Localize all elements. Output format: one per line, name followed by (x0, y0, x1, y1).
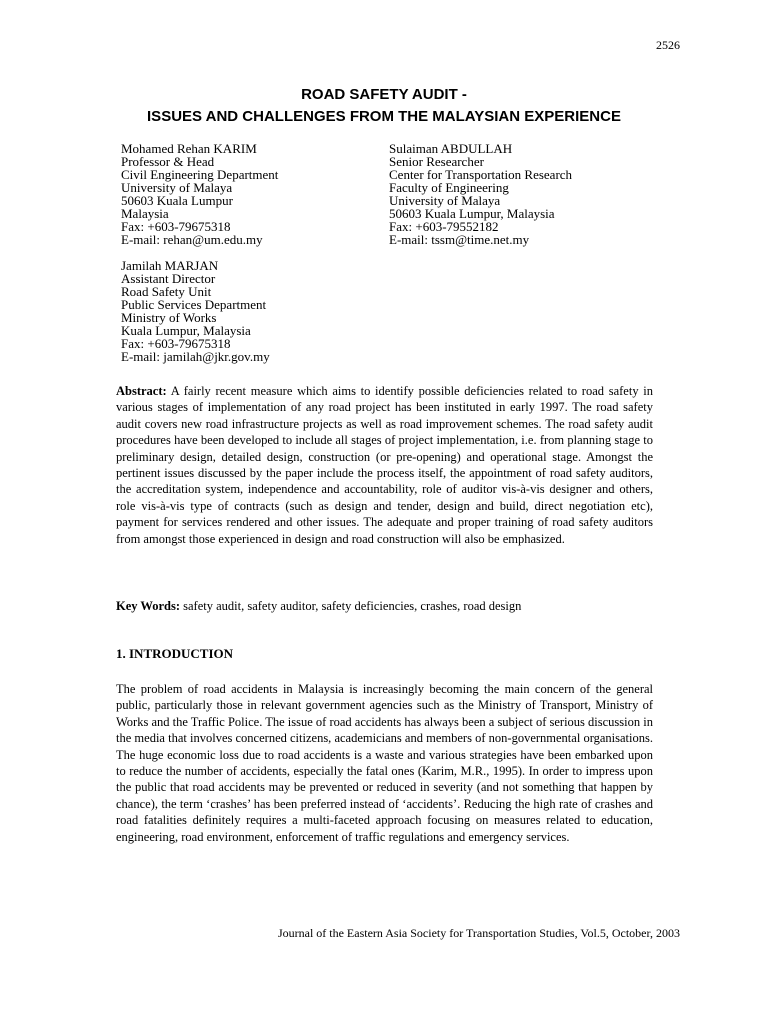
author-1 (121, 142, 278, 246)
author-name: Sulaiman ABDULLAH (389, 141, 513, 156)
author-name: Mohamed Rehan KARIM (121, 141, 257, 156)
title-line-2: ISSUES AND CHALLENGES FROM THE MALAYSIAN EXPERIENCE (147, 108, 621, 125)
author-organization: University of Malaya (121, 180, 233, 195)
author-position: Assistant Director (121, 271, 216, 286)
keywords-label: Key Words: (116, 599, 181, 613)
author-city: 50603 Kuala Lumpur (121, 193, 233, 208)
journal-footer: Journal of the Eastern Asia Society for Transportation Studies, Vol.5, October, 2003 (277, 926, 680, 940)
author-email: E-mail: jamilah@jkr.gov.my (121, 349, 270, 364)
author-fax: Fax: +603-79552182 (389, 219, 499, 234)
title-line-1: ROAD SAFETY AUDIT - (301, 86, 467, 103)
author-unit: Road Safety Unit (121, 284, 212, 299)
author-name: Jamilah MARJAN (121, 258, 219, 273)
author-position: Senior Researcher (389, 154, 484, 169)
author-country: Malaysia (121, 206, 169, 221)
author-city: 50603 Kuala Lumpur, Malaysia (389, 206, 555, 221)
author-fax: Fax: +603-79675318 (121, 219, 231, 234)
page-number: 2526 (656, 38, 680, 52)
author-3 (121, 259, 270, 363)
author-department: Civil Engineering Department (121, 167, 279, 182)
author-department: Center for Transportation Research (389, 167, 573, 182)
author-2 (389, 142, 572, 246)
abstract-text: A fairly recent measure which aims to identify possible deficiencies related to road safety in various stages of implementation of any road project has been instituted in early 1997. The road safety audit covers new road infrastructure projects as well as road improvement schemes. The road safety audit procedures have been developed to include all stages of project implementation, i.e. from planning stage to preliminary design, detailed design, construction (or pre-opening) and operational stage. Amongst the pertinent issues discussed by the paper include the process itself, the appointment of road safety auditors, the accreditation system, independence and accountability, role of auditor vis-à-vis designer and others, role vis-à-vis type of contracts (such as design and tender, design and build, direct negotiation etc), payment for services rendered and other issues. The adequate and proper training of road safety auditors from amongst those experienced in design and road construction will also be emphasized. (116, 384, 653, 546)
author-organization: University of Malaya (389, 193, 501, 208)
abstract (116, 383, 653, 547)
author-ministry: Ministry of Works (121, 310, 217, 325)
author-city: Kuala Lumpur, Malaysia (121, 323, 251, 338)
author-position: Professor & Head (121, 154, 215, 169)
keywords (116, 598, 653, 614)
author-email: E-mail: tssm@time.net.my (389, 232, 530, 247)
author-department: Public Services Department (121, 297, 267, 312)
paper-title (0, 84, 768, 128)
abstract-label: Abstract: (116, 384, 167, 398)
author-email: E-mail: rehan@um.edu.my (121, 232, 263, 247)
keywords-text: safety audit, safety auditor, safety deficiencies, crashes, road design (180, 599, 522, 613)
author-fax: Fax: +603-79675318 (121, 336, 231, 351)
section-heading-introduction: 1. INTRODUCTION (116, 646, 234, 661)
author-faculty: Faculty of Engineering (389, 180, 509, 195)
introduction-paragraph: The problem of road accidents in Malaysia is increasingly becoming the main concern of the general public, particularly those in relevant government agencies such as the Ministry of Transport, Ministry of Works and the Traffic Police. The issue of road accidents has always been a subject of serious discussion in the media that involves concerned citizens, academicians and members of non-governmental organisations. The huge economic loss due to road accidents is a waste and various strategies have been embarked upon to reduce the number of accidents, especially the fatal ones (Karim, M.R., 1995). In order to impress upon the public that road accidents may be prevented or reduced in severity (and not something that happen by chance), the term ‘crashes’ has been preferred instead of ‘accidents’. Reducing the high rate of crashes and road fatalities definitely requires a multi-faceted approach focusing on measures related to education, engineering, road environment, enforcement of traffic regulations and emergency services. (116, 682, 653, 844)
